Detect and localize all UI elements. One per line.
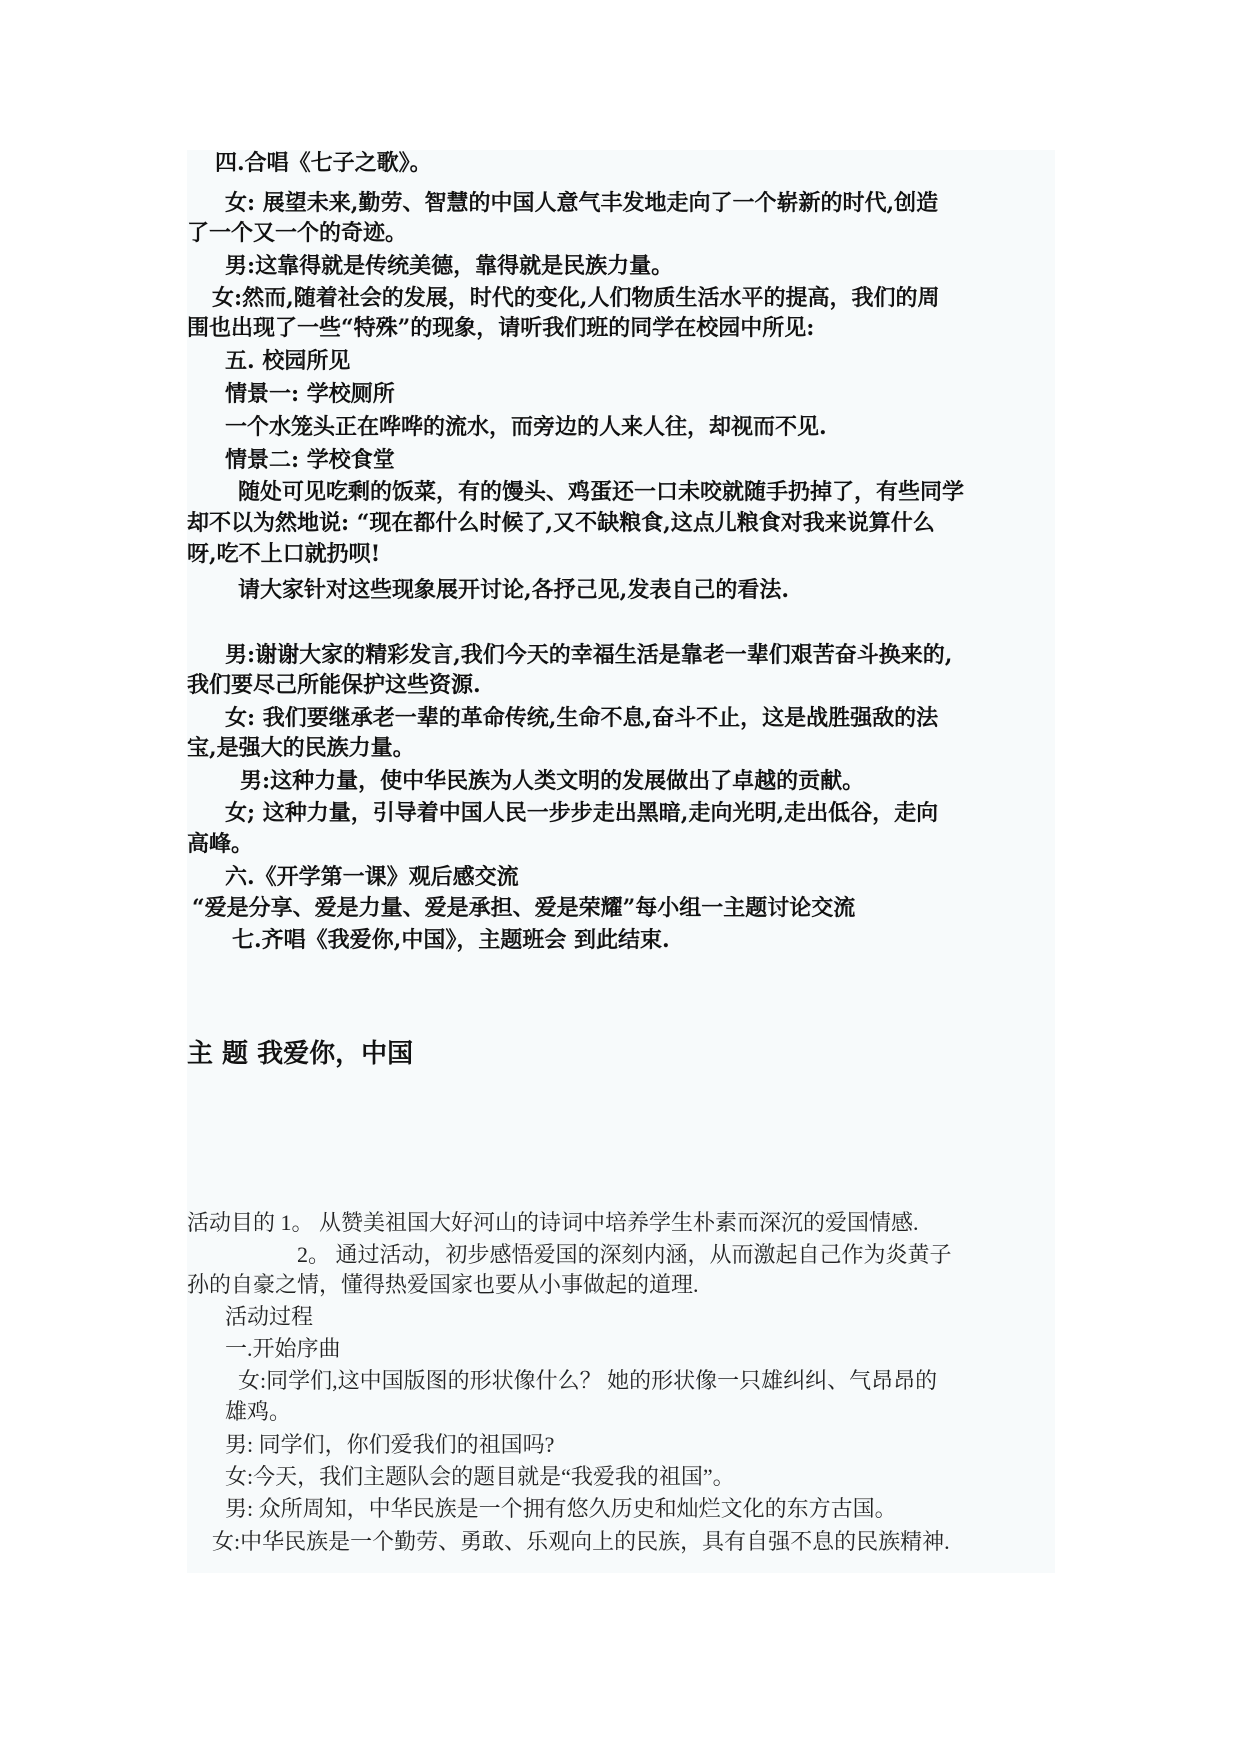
paragraph-line: 一个水笼头正在哗哗的流水，而旁边的人来人往，却视而不见. [225,414,827,440]
scene-heading-2: 情景二: 学校食堂 [225,447,395,473]
paragraph-line: 高峰。 [187,831,254,857]
paragraph-line: 孙的自豪之情，懂得热爱国家也要从小事做起的道理. [187,1272,699,1297]
paragraph-line: 男: 众所周知，中华民族是一个拥有悠久历史和灿烂文化的东方古国。 [225,1496,897,1521]
paragraph-line: 女:然而,随着社会的发展，时代的变化,人们物质生活水平的提高，我们的周 [212,285,940,311]
paragraph-line: 请大家针对这些现象展开讨论,各抒己见,发表自己的看法. [238,577,789,603]
paragraph-line: 男: 同学们，你们爱我们的祖国吗? [225,1432,555,1457]
paragraph-line: 雄鸡。 [225,1399,292,1424]
paragraph-line: 女:同学们,这中国版图的形状像什么？ 她的形状像一只雄纠纠、气昂昂的 [238,1368,938,1393]
paragraph-line: 女: 我们要继承老一辈的革命传统,生命不息,奋斗不止，这是战胜强敌的法 [225,705,939,731]
section-heading-4: 四.合唱《七子之歌》。 [215,150,432,176]
paragraph-line: 我们要尽己所能保护这些资源. [187,672,481,698]
section-heading-process: 活动过程 [225,1304,314,1329]
scene-heading-1: 情景一: 学校厕所 [225,381,395,407]
paragraph-line: 女: 展望未来,勤劳、智慧的中国人意气丰发地走向了一个崭新的时代,创造 [225,190,939,216]
paragraph-line: 女:中华民族是一个勤劳、勇敢、乐观向上的民族，具有自强不息的民族精神. [212,1529,950,1554]
paragraph-line: 女; 这种力量，引导着中国人民一步步走出黑暗,走向光明,走出低谷，走向 [225,800,939,826]
page-title: 主 题 我爱你，中国 [187,1039,414,1069]
paragraph-line: 2。 通过活动，初步感悟爱国的深刻内涵，从而激起自己作为炎黄子 [297,1242,952,1267]
paragraph-line: 女:今天，我们主题队会的题目就是“我爱我的祖国”。 [225,1464,735,1489]
paragraph-line: 围也出现了一些“特殊”的现象，请听我们班的同学在校园中所见: [187,315,815,341]
paragraph-line: 随处可见吃剩的饭菜，有的馒头、鸡蛋还一口未咬就随手扔掉了，有些同学 [238,479,965,505]
paragraph-line: 却不以为然地说: “现在都什么时候了,又不缺粮食,这点儿粮食对我来说算什么 [187,510,935,536]
paragraph-line: 宝,是强大的民族力量。 [187,735,415,761]
paragraph-line: “爱是分享、爱是力量、爱是承担、爱是荣耀”每小组一主题讨论交流 [192,895,856,921]
section-heading-5: 五. 校园所见 [225,348,351,374]
paragraph-line: 了一个又一个的奇迹。 [187,220,408,246]
paragraph-line: 活动目的 1。 从赞美祖国大好河山的诗词中培养学生朴素而深沉的爱国情感. [187,1210,919,1235]
section-heading-1: 一.开始序曲 [225,1336,341,1361]
section-heading-7: 七.齐唱《我爱你,中国》，主题班会 到此结束. [232,927,670,953]
paragraph-line: 男:这靠得就是传统美德，靠得就是民族力量。 [225,253,674,279]
paragraph-line: 男:谢谢大家的精彩发言,我们今天的幸福生活是靠老一辈们艰苦奋斗换来的, [225,642,953,668]
paragraph-line: 呀,吃不上口就扔呗! [187,541,381,567]
paragraph-line: 男:这种力量，使中华民族为人类文明的发展做出了卓越的贡献。 [240,768,865,794]
section-heading-6: 六.《开学第一课》观后感交流 [225,864,519,890]
